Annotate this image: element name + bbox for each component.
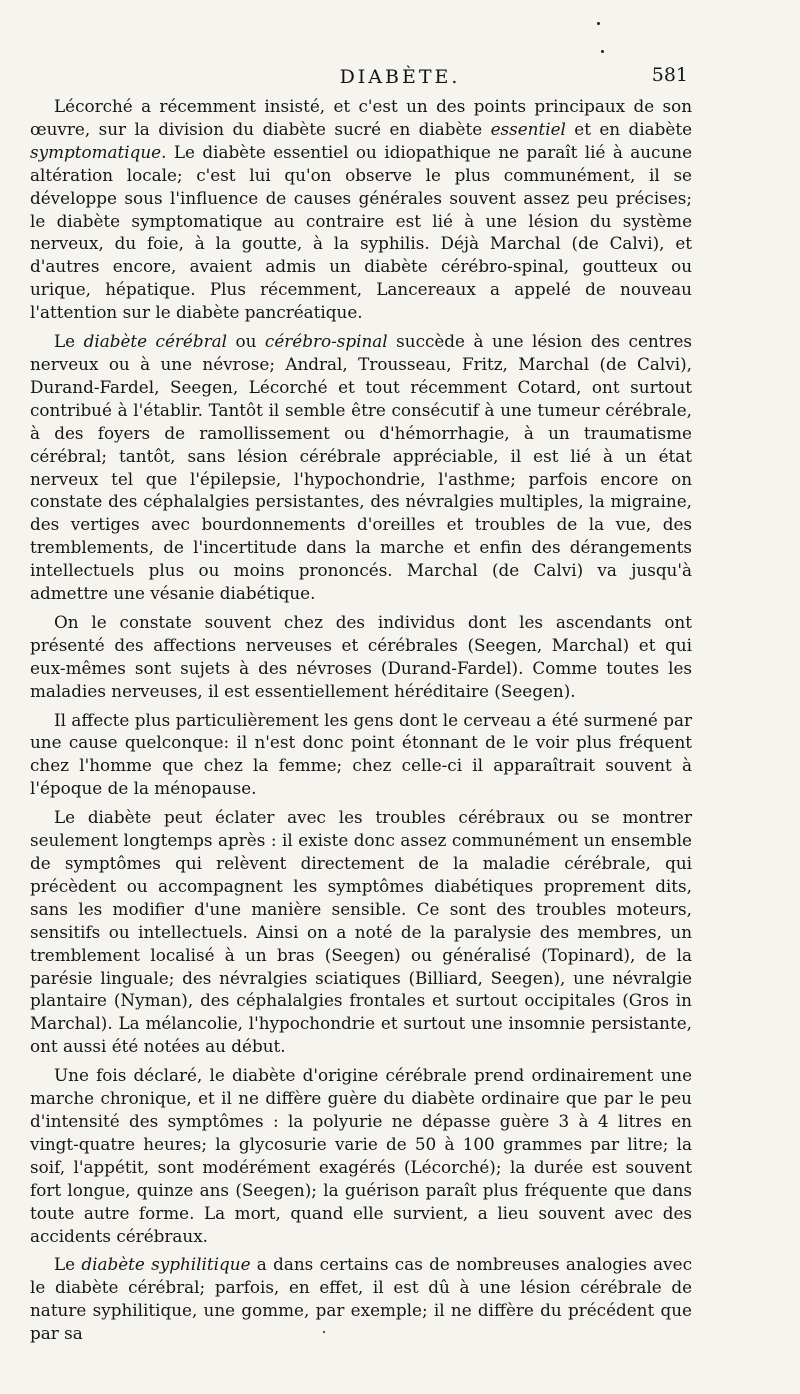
italic-term: diabète cérébral (83, 331, 227, 352)
italic-term: diabète syphilitique (81, 1254, 251, 1275)
text-run: succède à une lésion des centres nerveux ou à une névrose; Andral, Trousseau, Fritz, Marchal (de Calvi), Durand-Fardel, Seegen, Lécorché et tout récemment Cotard, ont surtout contribué à l'établir. Tantôt il semble être consécutif à une tumeur cérébrale, à des foyers de ramollissement ou d'hémorrhagie, à un traumatisme cérébral; tantôt, sans lésion cérébrale appréciable, il est lié à un état nerveux tel que l'épilepsie, l'hypochondrie, l'asthme; parfois encore on constate des céphalalgies persistantes, des névralgies multiples, la migraine, des vertiges avec bourdonnements d'oreilles et troubles de la vue, des tremblements, de l'incertitude dans la marche et enfin des dérangements intellectuels plus ou moins prononcés. Marchal (de Calvi) va jusqu'à admettre une vésanie diabétique. (30, 331, 692, 604)
paragraph (30, 1253, 692, 1345)
text-run: Le (54, 331, 84, 352)
page-number: 581 (651, 64, 688, 86)
paragraph (30, 330, 692, 605)
paragraph (30, 1064, 692, 1247)
text-run: Une fois déclaré, le diabète d'origine cérébrale prend ordinairement une marche chronique, et il ne diffère guère du diabète ordinaire que par le peu d'intensité des symptômes : la polyurie ne dépasse guère 3 à 4 litres en vingt-quatre heures; la glycosurie varie de 50 à 100 grammes par litre; la soif, l'appétit, sont modérément exagérés (Lécorché); la durée est souvent fort longue, quinze ans (Seegen); la guérison paraît plus fréquente que dans toute autre forme. La mort, quand elle survient, a lieu souvent avec des accidents cérébraux. (30, 1065, 692, 1246)
italic-term: cérébro-spinal (264, 331, 388, 352)
text-run: Le (54, 1254, 82, 1275)
print-speck (323, 1331, 325, 1333)
text-run: et en diabète (565, 118, 692, 139)
body-text (30, 95, 692, 1345)
italic-term: essentiel (490, 118, 566, 139)
text-run: Le diabète essentiel ou idiopathique ne paraît lié à aucune altération locale; c'est lui qu'on observe le plus communément, il se développe sous l'influence de causes générales souvent assez peu précises; le diabète symptomatique au contraire est lié à une lésion du système nerveux, du foie, à la goutte, à la syphilis. Déjà Marchal (de Calvi), et d'autres encore, avaient admis un diabète cérébro-spinal, goutteux ou urique, hépatique. Plus récemment, Lancereaux a appelé de nouveau l'attention sur le diabète pancréatique. (30, 141, 692, 323)
running-header (0, 52, 800, 92)
text-run: a dans certains cas de nombreuses analogies avec le diabète cérébral; parfois, en effet, il est dû à une lésion cérébrale de nature syphilitique, une gomme, par exemple; il ne diffère du précédent que par sa (30, 1254, 692, 1344)
text-run: Lécorché a récemment insisté, et c'est un des points principaux de son œuvre, sur la division du diabète sucré en diabète (30, 96, 692, 139)
text-run: On le constate souvent chez des individus dont les ascendants ont présenté des affections nerveuses et cérébrales (Seegen, Marchal) et qui eux-mêmes sont sujets à des névroses (Durand-Fardel). Comme toutes les maladies nerveuses, il est essentiellement héréditaire (Seegen). (30, 611, 692, 701)
paragraph (30, 806, 692, 1058)
paragraph (30, 611, 692, 703)
running-title: DIABÈTE. (339, 66, 461, 88)
print-speck (601, 50, 604, 53)
paragraph (30, 95, 692, 324)
text-run: Le diabète peut éclater avec les troubles cérébraux ou se montrer seulement longtemps après : il existe donc assez communément un ensemble de symptômes qui relèvent directement de la maladie cérébrale, qui précèdent ou accompagnent les symptômes diabétiques proprement dits, sans les modifier d'une manière sensible. Ce sont des troubles moteurs, sensitifs ou intellectuels. Ainsi on a noté de la paralysie des membres, un tremblement localisé à un bras (Seegen) ou généralisé (Topinard), de la parésie linguale; des névralgies sciatiques (Billiard, Seegen), une névralgie plantaire (Nyman), des céphalalgies frontales et surtout occipitales (Gros in Marchal). La mélancolie, l'hypochondrie et surtout une insomnie persistante, ont aussi été notées au début. (30, 807, 692, 1057)
italic-term: symptomatique. (30, 141, 167, 162)
print-speck (597, 22, 600, 25)
text-run: Il affecte plus particulièrement les gens dont le cerveau a été surmené par une cause quelconque: il n'est donc point étonnant de le voir plus fréquent chez l'homme que chez la femme; chez celle-ci il apparaîtrait souvent à l'époque de la ménopause. (30, 709, 692, 799)
paragraph (30, 709, 692, 801)
text-run: ou (226, 331, 265, 352)
